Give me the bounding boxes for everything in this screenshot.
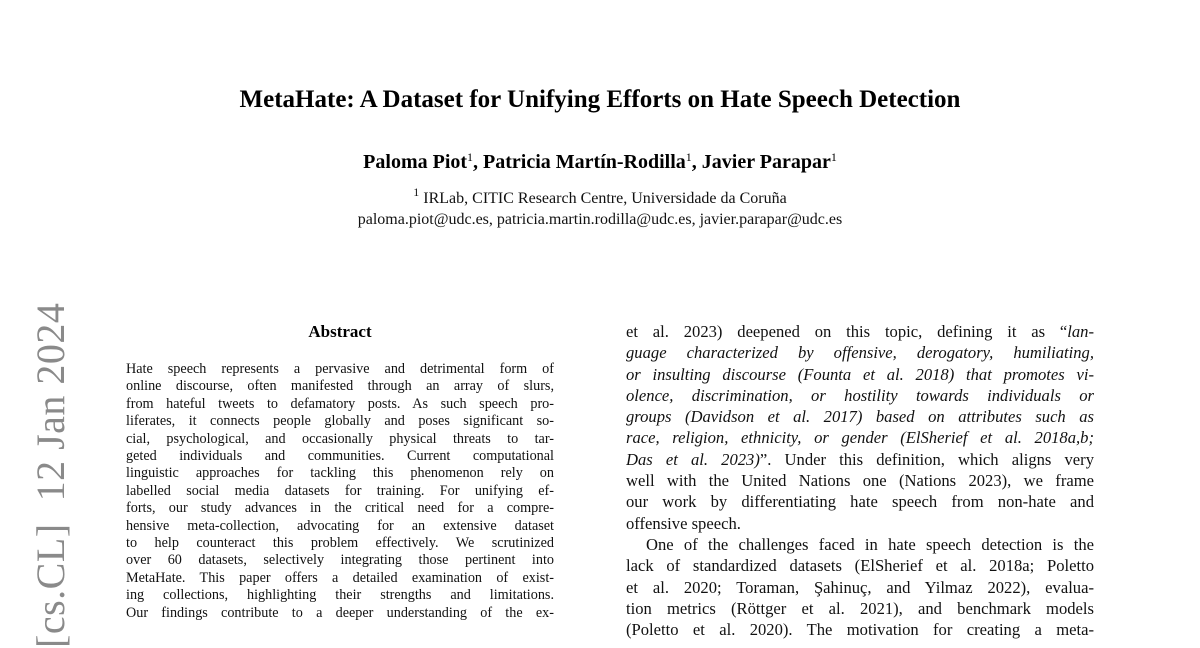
- body-text-line: [626, 619, 1094, 640]
- text-segment: tion metrics (Röttger et al. 2021), and benchmark models: [626, 598, 1094, 618]
- body-text-line: [626, 513, 1094, 534]
- affiliation-text: IRLab, CITIC Research Centre, Universidade da Coruña: [419, 190, 787, 207]
- abstract-line: forts, our study advances in the critical need for a compre-: [126, 500, 554, 517]
- body-text-line: [626, 406, 1094, 427]
- abstract-line: Our findings contribute to a deeper understanding of the ex-: [126, 604, 554, 621]
- italic-quote-segment: olence, discrimination, or hostility towards individuals or: [626, 385, 1094, 405]
- body-text-line: [626, 427, 1094, 448]
- abstract-line: MetaHate. This paper offers a detailed examination of exist-: [126, 569, 554, 586]
- body-text-line: [626, 598, 1094, 619]
- abstract-line: online discourse, often manifested through an array of slurs,: [126, 378, 554, 395]
- text-segment: et al. 2023) deepened on this topic, defining it as “: [626, 322, 1068, 341]
- body-text-line: [626, 342, 1094, 363]
- author-affil-mark: 1: [830, 150, 837, 164]
- body-text-line: [626, 470, 1094, 491]
- abstract-heading: Abstract: [308, 322, 372, 341]
- arxiv-category: [cs.CL]: [28, 523, 73, 648]
- abstract-line: to help counteract this problem effectively. We scrutinized: [126, 535, 554, 552]
- right-column-body: [626, 321, 1094, 640]
- abstract-line: over 60 datasets, selectively integrating those pertinent into: [126, 552, 554, 569]
- affiliation-mark: 1: [413, 185, 420, 199]
- author-name: Patricia Martín-Rodilla: [483, 151, 686, 173]
- abstract-line: labelled social media datasets for training. For unifying ef-: [126, 482, 554, 499]
- text-segment: lack of standardized datasets (ElSherief et al. 2018a; Poletto: [626, 556, 1094, 576]
- body-text-line: [626, 491, 1094, 512]
- arxiv-date: 12 Jan 2024: [28, 302, 73, 502]
- body-text-line: [626, 321, 1094, 342]
- author-list: [0, 149, 1200, 175]
- italic-quote-segment: Das et al. 2023): [626, 449, 760, 469]
- italic-quote-segment: or insulting discourse (Founta et al. 2018) that promotes vi-: [626, 364, 1094, 384]
- body-text-line: [626, 449, 1094, 470]
- author-separator: ,: [691, 151, 702, 173]
- body-text-line: [626, 364, 1094, 385]
- italic-quote-segment: race, religion, ethnicity, or gender (ElSherief et al. 2018a,b;: [626, 428, 1094, 448]
- text-segment: well with the United Nations one (Nations 2023), we frame: [626, 471, 1094, 491]
- abstract-line: from hateful tweets to defamatory posts. As such speech pro-: [126, 395, 554, 412]
- abstract-line: hensive meta-collection, advocating for an extensive dataset: [126, 517, 554, 534]
- abstract-line: ing collections, highlighting their strengths and limitations.: [126, 587, 554, 604]
- text-segment: et al. 2020; Toraman, Şahinuç, and Yilmaz 2022), evalua-: [626, 577, 1094, 597]
- author-affil-mark: 1: [467, 150, 474, 164]
- italic-quote-segment: groups (Davidson et al. 2017) based on attributes such as: [626, 407, 1094, 427]
- body-text-line: [626, 534, 1094, 555]
- author-separator: ,: [473, 151, 484, 173]
- text-segment: (Poletto et al. 2020). The motivation for creating a meta-: [626, 620, 1094, 640]
- abstract-body: [126, 361, 554, 622]
- abstract-line: linguistic approaches for tackling this phenomenon rely on: [126, 465, 554, 482]
- abstract-line: Hate speech represents a pervasive and detrimental form of: [126, 361, 554, 377]
- affiliation: [0, 185, 1200, 209]
- text-segment: One of the challenges faced in hate speech detection is the: [646, 534, 1094, 554]
- body-text-line: [626, 385, 1094, 406]
- abstract-line: liferates, it connects people globally and poses significant so-: [126, 413, 554, 430]
- author-emails: paloma.piot@udc.es, patricia.martin.rodilla@udc.es, javier.parapar@udc.es: [357, 211, 843, 228]
- paper-title: MetaHate: A Dataset for Unifying Efforts on Hate Speech Detection: [239, 86, 961, 113]
- body-text-line: [626, 555, 1094, 576]
- body-text-line: [626, 577, 1094, 598]
- abstract-line: geted individuals and communities. Current computational: [126, 448, 554, 465]
- author-name: Paloma Piot: [363, 151, 468, 173]
- text-segment: our work by differentiating hate speech from non-hate and: [626, 492, 1094, 512]
- abstract-line: cial, psychological, and occasionally physical threats to tar-: [126, 430, 554, 447]
- text-segment: ”. Under this definition, which aligns very: [759, 449, 1094, 469]
- italic-quote-segment: lan-: [1067, 322, 1094, 341]
- arxiv-side-stamp: [28, 302, 73, 648]
- text-segment: offensive speech.: [626, 513, 741, 533]
- author-affil-mark: 1: [685, 150, 692, 164]
- italic-quote-segment: guage characterized by offensive, derogatory, humiliating,: [626, 343, 1094, 363]
- author-name: Javier Parapar: [701, 151, 831, 173]
